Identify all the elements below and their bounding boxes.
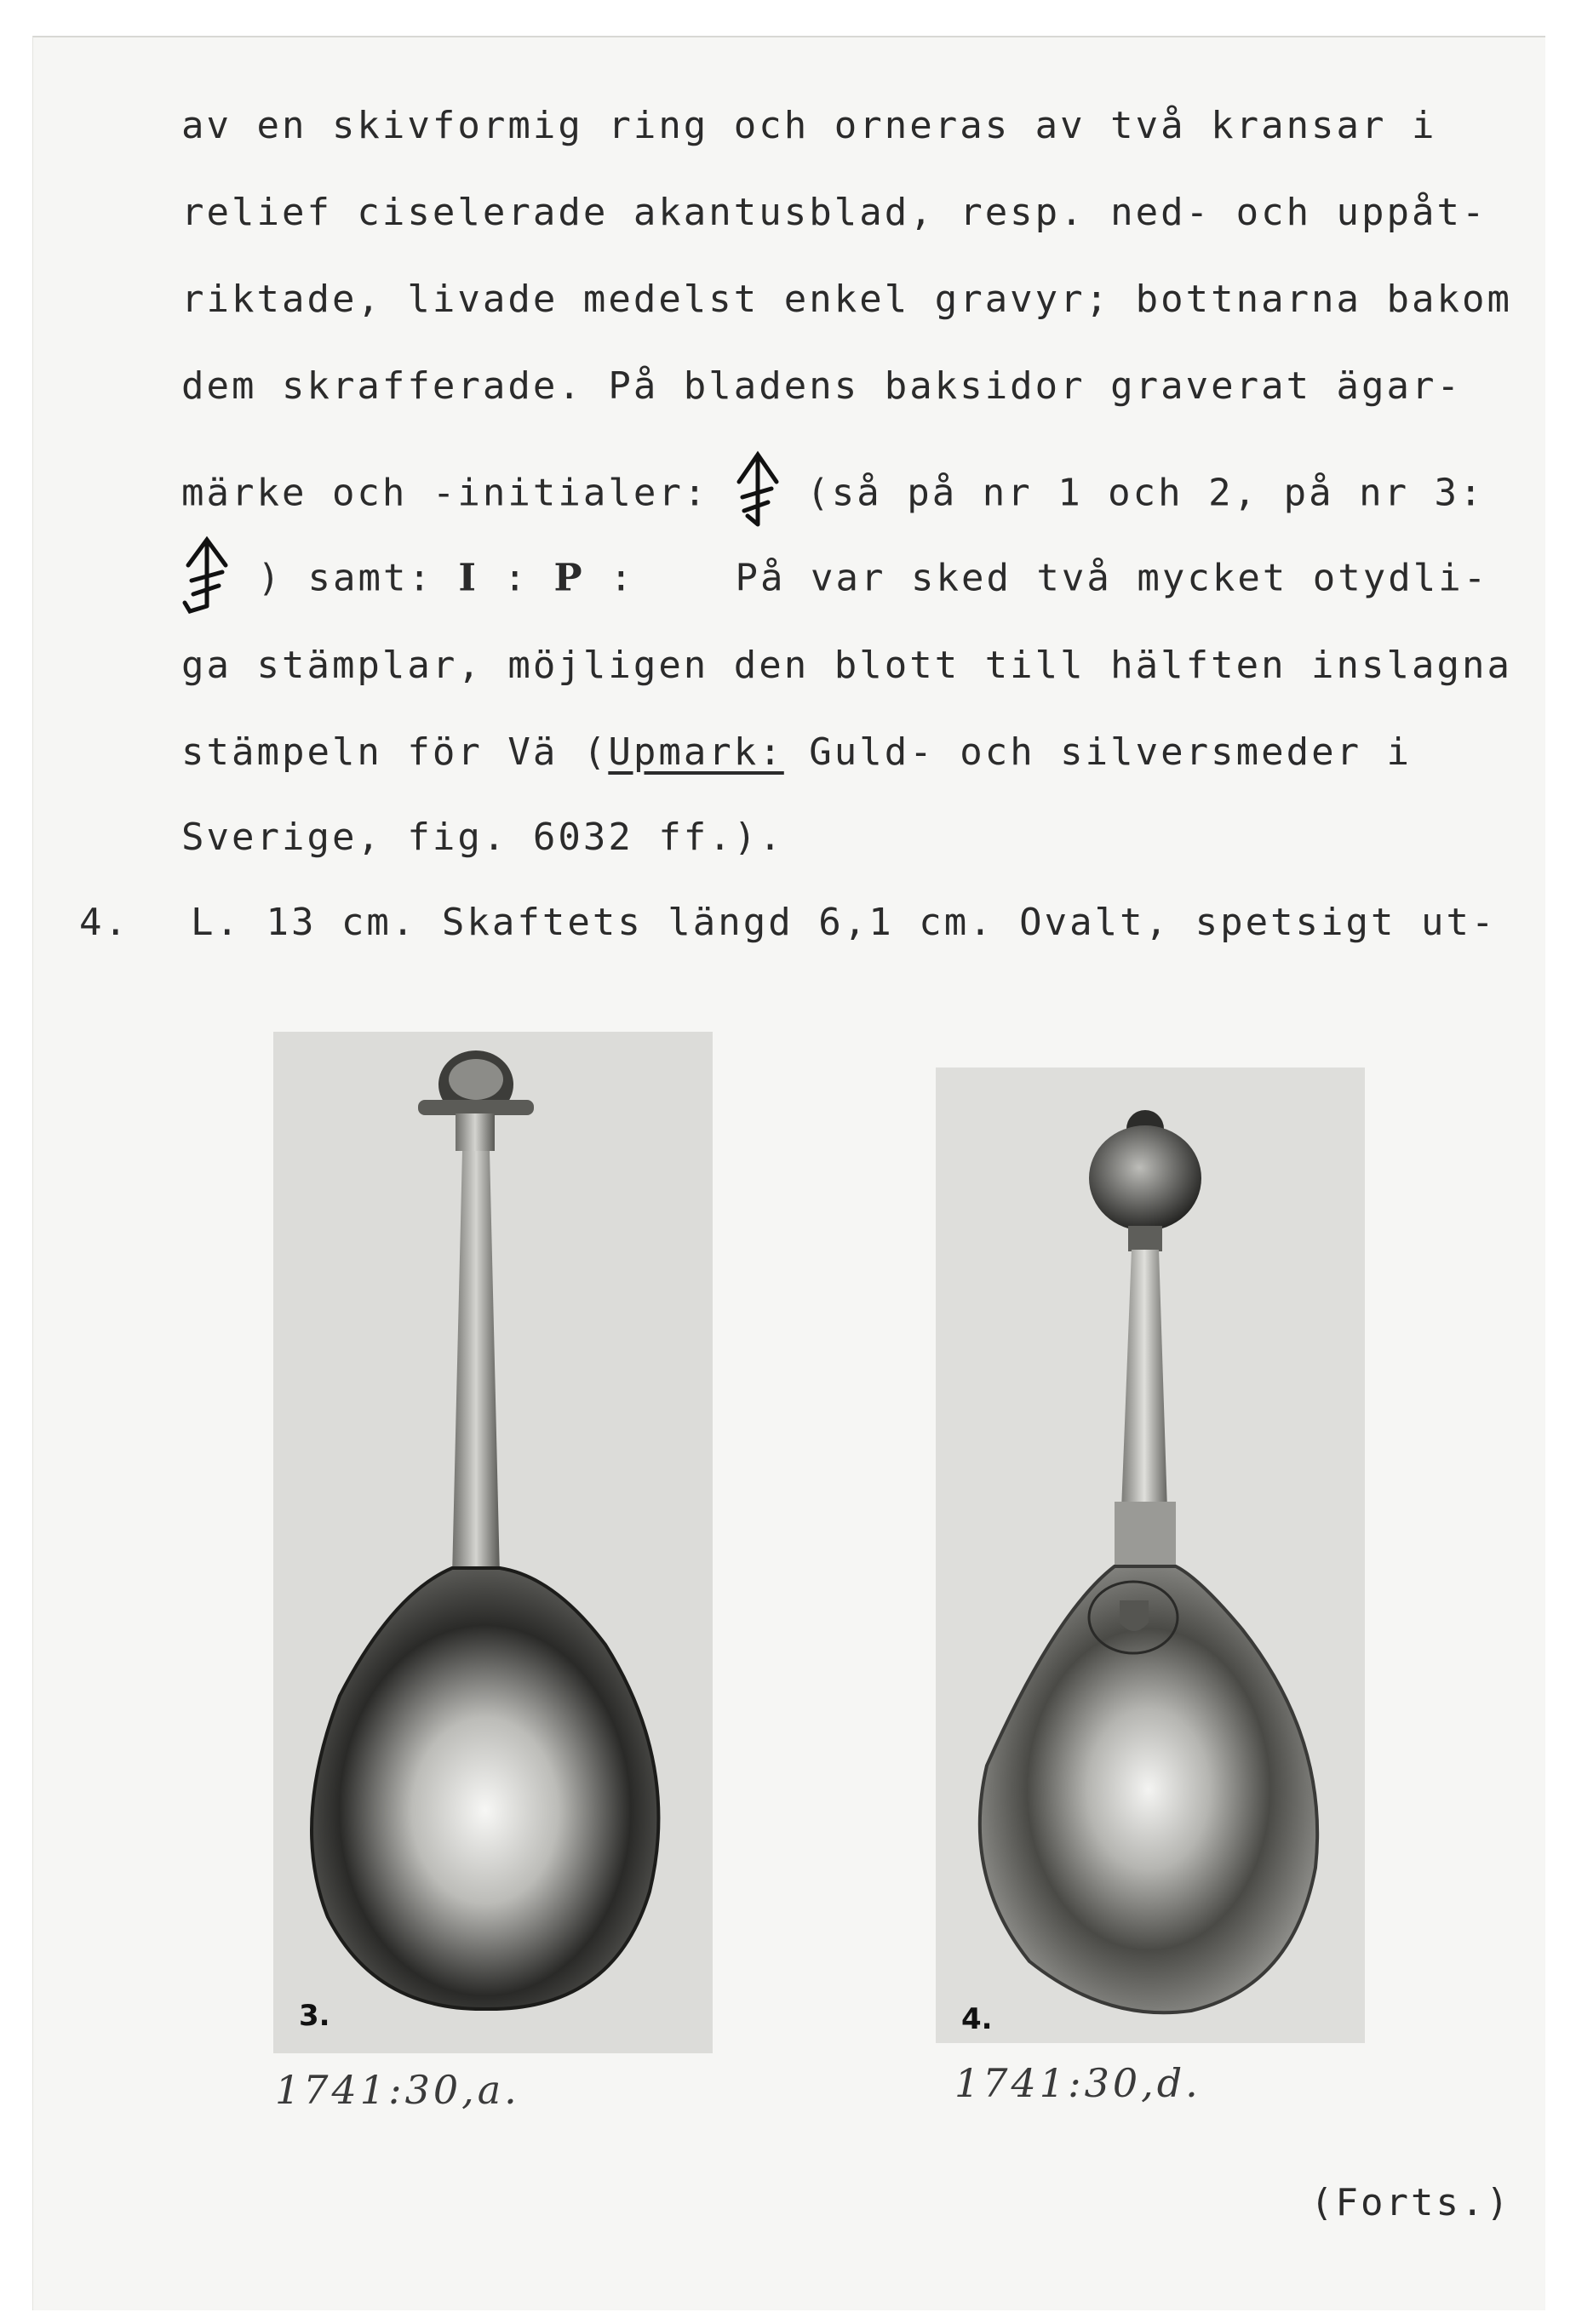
text-line-6-start: ) samt: [232,556,459,600]
owner-mark-variant-icon [181,535,232,626]
text-line-1-content: av en skivformig ring och orneras av två kransar i [181,104,1437,147]
text-line-9 [181,816,784,859]
spoon-4-image [936,1068,1365,2043]
text-line-6-middle: : [479,556,554,600]
text-line-4 [181,364,1462,408]
archive-card [32,36,1545,2310]
text-line-2 [181,191,1487,234]
initial-i: I [458,556,479,600]
photo-4-number: 4. [961,2002,993,2036]
text-line-2-content: relief ciselerade akantusblad, resp. ned- och uppåt- [181,191,1487,234]
spoon-photo-3 [273,1032,713,2053]
text-line-3-content: riktade, livade medelst enkel gravyr; bottnarna bakom [181,278,1512,321]
text-line-10 [79,901,1496,944]
text-line-5-end: (så på nr 1 och 2, på nr 3: [781,471,1485,515]
text-line-4-content: dem skrafferade. På bladens baksidor graverat ägar- [181,364,1463,408]
text-line-7 [181,644,1512,687]
initial-p: P [553,556,585,600]
continued-note [1310,2181,1511,2224]
text-line-7-content: ga stämplar, möjligen den blott till hälften inslagna [181,644,1512,687]
continued-note-text: (Forts.) [1310,2181,1511,2224]
photo-3-caption: 1741:30,a. [275,2067,520,2113]
text-line-8-end: Guld- och silversmeder i [783,730,1413,774]
spoon-3-image [273,1032,713,2053]
text-line-8 [181,730,1412,774]
photo-4-caption: 1741:30,d. [954,2060,1201,2106]
text-line-5 [181,449,1485,541]
spoon-photo-4 [936,1068,1365,2043]
text-line-8-start: stämpeln för Vä ( [181,730,609,774]
text-line-6 [181,535,1488,626]
text-line-1 [181,104,1437,147]
entry-number: 4. [79,901,129,944]
owner-mark-icon [734,449,782,541]
text-line-10-content: L. 13 cm. Skaftets längd 6,1 cm. Ovalt, spetsigt ut- [190,901,1497,944]
text-line-3 [181,278,1512,321]
text-line-6-end: : På var sked två mycket otydli- [584,556,1489,600]
photo-3-number: 3. [299,1999,330,2033]
text-line-9-content: Sverige, fig. 6032 ff.). [181,816,784,859]
text-line-5-start: märke och -initialer: [181,471,734,515]
reference-author: Upmark: [608,730,784,774]
